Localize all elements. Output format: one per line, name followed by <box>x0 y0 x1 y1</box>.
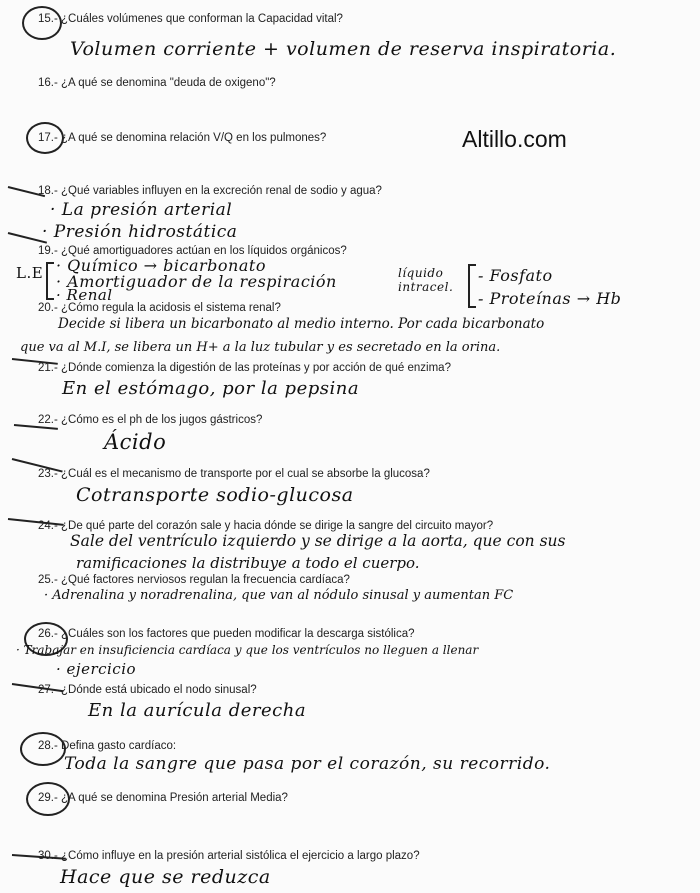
buffer-side-label: L.E <box>16 264 44 282</box>
answer-24-line-2: ramificaciones la distribuye a todo el cuerpo. <box>76 554 420 572</box>
watermark: Altillo.com <box>462 126 567 152</box>
question-18: 18.- ¿Qué variables influyen en la excreción renal de sodio y agua? <box>38 185 382 197</box>
intracellular-bracket <box>468 264 476 308</box>
answer-19-line-1: · Químico → bicarbonato <box>56 256 266 275</box>
answer-19-line-2: · Amortiguador de la respiración <box>56 272 337 291</box>
answer-22-line-1: Ácido <box>104 430 167 454</box>
answer-26-line-1: · Trabajar en insuficiencia cardíaca y que los ventrículos no lleguen a llenar <box>16 643 479 657</box>
question-27: 27.- ¿Dónde está ubicado el nodo sinusal? <box>38 684 257 696</box>
question-20: 20.- ¿Cómo regula la acidosis el sistema renal? <box>38 302 281 314</box>
answer-20-line-1: Decide si libera un bicarbonato al medio interno. Por cada bicarbonato <box>58 316 545 332</box>
question-19: 19.- ¿Qué amortiguadores actúan en los líquidos orgánicos? <box>38 245 347 257</box>
answer-18-line-1: · La presión arterial <box>50 200 233 220</box>
question-29: 29.- ¿A qué se denomina Presión arterial Media? <box>38 792 288 804</box>
question-30: 30.- ¿Cómo influye en la presión arterial sistólica el ejercicio a largo plazo? <box>38 850 420 862</box>
intracellular-item-1: - Fosfato <box>478 266 553 285</box>
question-28: 28.- Defina gasto cardíaco: <box>38 740 177 752</box>
answer-19-line-3: · Renal <box>56 286 113 304</box>
question-16: 16.- ¿A qué se denomina "deuda de oxigeno"? <box>38 77 276 89</box>
answer-18-line-2: · Presión hidrostática <box>42 222 238 242</box>
answer-24-line-1: Sale del ventrículo izquierdo y se dirige a la aorta, que con sus <box>70 532 566 550</box>
answer-15-line-1: Volumen corriente + volumen de reserva inspiratoria. <box>70 38 617 60</box>
answer-25-line-1: · Adrenalina y noradrenalina, que van al nódulo sinusal y aumentan FC <box>44 588 514 603</box>
intracellular-label: líquido intracel. <box>398 266 454 294</box>
answer-23-line-1: Cotransporte sodio-glucosa <box>76 484 354 506</box>
question-23: 23.- ¿Cuál es el mecanismo de transporte por el cual se absorbe la glucosa? <box>38 468 430 480</box>
buffer-bracket <box>46 262 54 300</box>
question-24: 24.- ¿De qué parte del corazón sale y hacia dónde se dirige la sangre del circuito mayor? <box>38 520 494 532</box>
question-15: 15.- ¿Cuáles volúmenes que conforman la Capacidad vital? <box>38 13 343 25</box>
answer-21-line-1: En el estómago, por la pepsina <box>62 378 360 399</box>
question-25: 25.- ¿Qué factores nerviosos regulan la frecuencia cardíaca? <box>38 574 350 586</box>
question-26: 26.- ¿Cuáles son los factores que pueden modificar la descarga sistólica? <box>38 628 415 640</box>
intracellular-item-2: - Proteínas → Hb <box>478 289 622 308</box>
question-21: 21.- ¿Dónde comienza la digestión de las proteínas y por acción de qué enzima? <box>38 362 451 374</box>
answer-28-line-1: Toda la sangre que pasa por el corazón, su recorrido. <box>64 754 551 774</box>
answer-27-line-1: En la aurícula derecha <box>88 700 307 721</box>
question-17: 17.- ¿A qué se denomina relación V/Q en los pulmones? <box>38 132 327 144</box>
answer-26-line-2: · ejercicio <box>56 660 137 678</box>
question-22: 22.- ¿Cómo es el ph de los jugos gástricos? <box>38 414 263 426</box>
answer-20-line-2: que va al M.I, se libera un H+ a la luz tubular y es secretado en la orina. <box>20 340 501 355</box>
answer-30-line-1: Hace que se reduzca <box>60 866 271 888</box>
